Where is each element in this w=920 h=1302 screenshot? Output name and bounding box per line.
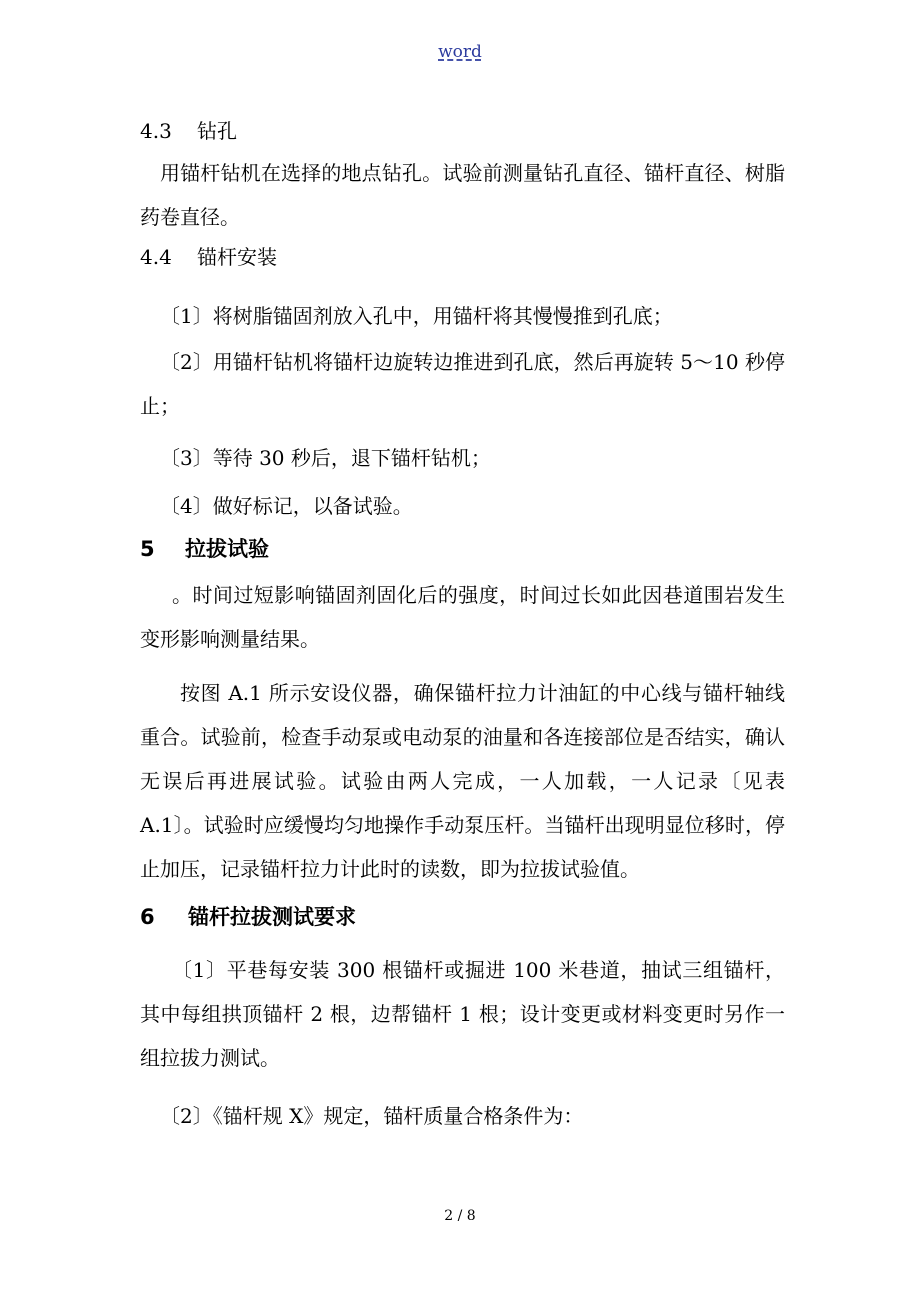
install-step-3: 〔3〕等待 30 秒后，退下锚杆钻机； [160,446,491,470]
section-6-heading [140,902,785,932]
paragraph-pull-test-procedure: 按图 A.1 所示安设仪器，确保锚杆拉力计油缸的中心线与锚杆轴线重合。试验前，检查手动泵或电动泵的油量和各连接部位是否结实，确认无误后再进展试验。试验由两人完成，一人加载，一人记录〔见表 A.1〕。试验时应缓慢均匀地操作手动泵压杆。当锚杆出现明显位移时，停止加压，记录锚杆拉力计此时的读数，即为拉拔试验值。 [140,681,785,881]
page-number: 2 / 8 [444,1208,476,1224]
section-number: 4.4 [140,245,172,269]
install-step-2: 〔2〕用锚杆钻机将锚杆边旋转边推进到孔底，然后再旋转 5～10 秒停止； [140,350,785,418]
requirement-2: 〔2〕《锚杆规 X》规定，锚杆质量合格条件为： [160,1104,584,1128]
section-4-3-heading [140,116,785,146]
paragraph-timing: 。时间过短影响锚固剂固化后的强度，时间过长如此因巷道围岩发生变形影响测量结果。 [140,583,785,651]
install-step-1: 〔1〕将树脂锚固剂放入孔中，用锚杆将其慢慢推到孔底； [160,304,673,328]
section-number: 4.3 [140,119,172,143]
section-title: 锚杆安装 [197,245,277,269]
requirement-1: 〔1〕平巷每安装 300 根锚杆或掘进 100 米巷道，抽试三组锚杆，其中每组拱顶锚杆 2 根，边帮锚杆 1 根；设计变更或材料变更时另作一组拉拔力测试。 [140,958,785,1070]
section-number: 6 [140,905,155,929]
section-title: 钻孔 [197,119,237,143]
header-word-link[interactable]: word [438,42,482,62]
section-title: 拉拔试验 [185,537,269,561]
paragraph-drilling: 用锚杆钻机在选择的地点钻孔。试验前测量钻孔直径、锚杆直径、树脂药卷直径。 [140,161,785,229]
install-step-4: 〔4〕做好标记，以备试验。 [160,494,413,518]
section-4-4-heading [140,242,785,272]
section-number: 5 [140,537,155,561]
page-header [0,40,920,64]
section-title: 锚杆拉拔测试要求 [188,905,356,929]
document-body [140,116,785,1138]
section-5-heading [140,534,785,564]
